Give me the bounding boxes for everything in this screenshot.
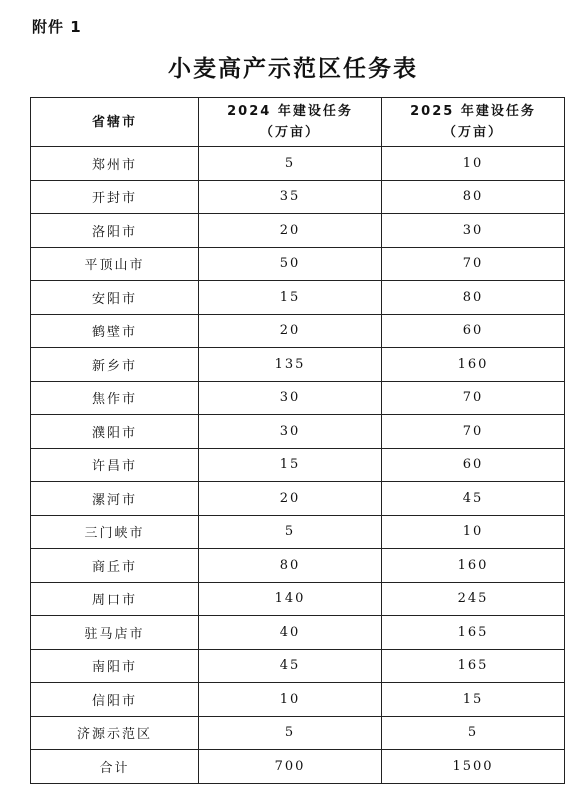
task-2025-cell: 30	[382, 214, 565, 248]
task-2025-cell: 70	[382, 381, 565, 415]
city-cell: 许昌市	[31, 448, 199, 482]
city-cell: 商丘市	[31, 549, 199, 583]
task-2024-cell: 20	[199, 314, 382, 348]
city-cell: 鹤壁市	[31, 314, 199, 348]
city-cell: 洛阳市	[31, 214, 199, 248]
task-table	[30, 97, 565, 784]
task-2025-cell: 5	[382, 716, 565, 750]
table-row	[31, 281, 565, 315]
task-2024-cell: 140	[199, 582, 382, 616]
task-2025-cell: 245	[382, 582, 565, 616]
task-2024-cell: 5	[199, 716, 382, 750]
city-cell: 安阳市	[31, 281, 199, 315]
table-row	[31, 649, 565, 683]
task-2025-cell: 70	[382, 415, 565, 449]
task-2024-cell: 35	[199, 180, 382, 214]
task-2025-cell: 165	[382, 616, 565, 650]
city-cell: 周口市	[31, 582, 199, 616]
table-row	[31, 716, 565, 750]
task-2024-cell: 135	[199, 348, 382, 382]
table-row	[31, 247, 565, 281]
header-city: 省辖市	[31, 98, 199, 147]
header-2025	[382, 98, 565, 147]
city-cell: 漯河市	[31, 482, 199, 516]
table-row	[31, 515, 565, 549]
task-2025-cell: 70	[382, 247, 565, 281]
task-2024-cell: 10	[199, 683, 382, 717]
task-2024-cell: 45	[199, 649, 382, 683]
task-2024-cell: 80	[199, 549, 382, 583]
task-2025-cell: 10	[382, 515, 565, 549]
task-2025-cell: 80	[382, 281, 565, 315]
table-row	[31, 147, 565, 181]
table-row	[31, 415, 565, 449]
header-2025-unit: （万亩）	[442, 125, 503, 140]
task-2024-cell: 20	[199, 482, 382, 516]
header-2024	[199, 98, 382, 147]
header-2024-unit: （万亩）	[259, 125, 320, 140]
city-cell: 焦作市	[31, 381, 199, 415]
attachment-label: 附件 1	[32, 18, 82, 36]
city-cell: 三门峡市	[31, 515, 199, 549]
table-total-row	[31, 750, 565, 784]
task-2025-cell: 60	[382, 314, 565, 348]
table-row	[31, 348, 565, 382]
table-row	[31, 314, 565, 348]
table-row	[31, 683, 565, 717]
total-label-cell: 合计	[31, 750, 199, 784]
task-2024-cell: 5	[199, 515, 382, 549]
table-row	[31, 582, 565, 616]
task-2024-cell: 15	[199, 281, 382, 315]
table-row	[31, 482, 565, 516]
city-cell: 新乡市	[31, 348, 199, 382]
city-cell: 南阳市	[31, 649, 199, 683]
task-2024-cell: 30	[199, 381, 382, 415]
header-2024-title: 2024 年建设任务	[227, 104, 353, 119]
table-row	[31, 180, 565, 214]
table-row	[31, 381, 565, 415]
task-2025-cell: 165	[382, 649, 565, 683]
table-row	[31, 616, 565, 650]
city-cell: 济源示范区	[31, 716, 199, 750]
task-2025-cell: 10	[382, 147, 565, 181]
table-row	[31, 448, 565, 482]
city-cell: 郑州市	[31, 147, 199, 181]
task-2024-cell: 15	[199, 448, 382, 482]
task-2024-cell: 30	[199, 415, 382, 449]
task-2025-cell: 60	[382, 448, 565, 482]
task-2025-cell: 15	[382, 683, 565, 717]
city-cell: 开封市	[31, 180, 199, 214]
city-cell: 平顶山市	[31, 247, 199, 281]
task-2024-cell: 50	[199, 247, 382, 281]
task-2025-cell: 160	[382, 549, 565, 583]
task-2025-cell: 45	[382, 482, 565, 516]
header-2025-title: 2025 年建设任务	[410, 104, 536, 119]
total-2024-cell: 700	[199, 750, 382, 784]
table-row	[31, 549, 565, 583]
task-2024-cell: 5	[199, 147, 382, 181]
task-2024-cell: 20	[199, 214, 382, 248]
page-title: 小麦高产示范区任务表	[168, 55, 418, 82]
city-cell: 濮阳市	[31, 415, 199, 449]
city-cell: 信阳市	[31, 683, 199, 717]
table-row	[31, 214, 565, 248]
task-2025-cell: 160	[382, 348, 565, 382]
task-2025-cell: 80	[382, 180, 565, 214]
total-2025-cell: 1500	[382, 750, 565, 784]
city-cell: 驻马店市	[31, 616, 199, 650]
task-2024-cell: 40	[199, 616, 382, 650]
table-header-row	[31, 98, 565, 147]
